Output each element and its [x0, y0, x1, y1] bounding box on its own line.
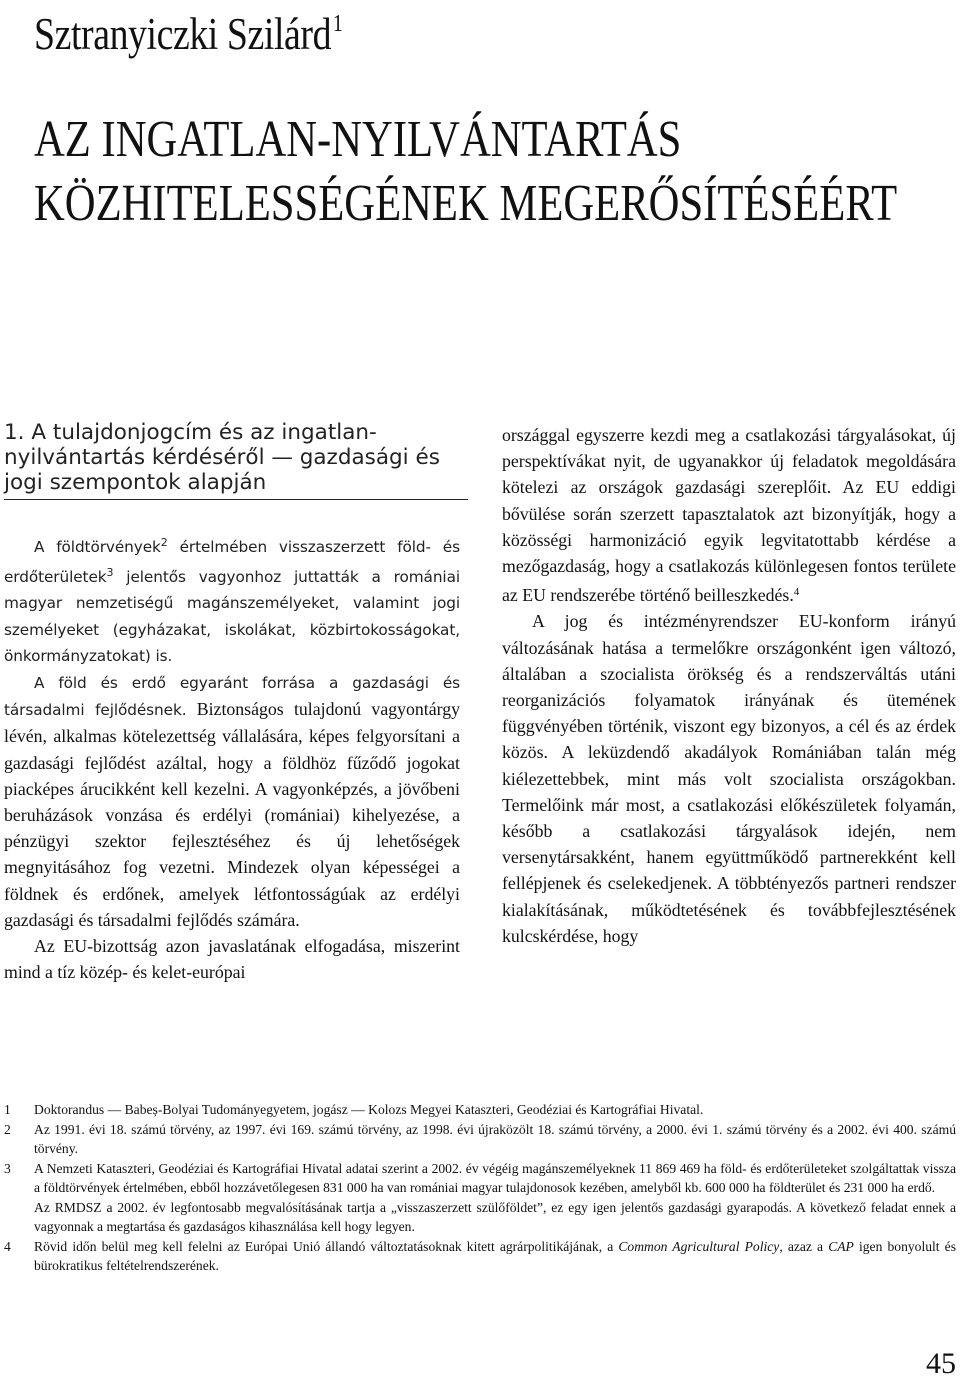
footnote: 1 Doktorandus — Babeș-Bolyai Tudományegyetem, jogász — Kolozs Megyei Kataszteri, Geodéziai és Kartográfiai Hivatal. — [4, 1102, 704, 1117]
footnote: Az RMDSZ a 2002. év legfontosabb megvalósításának tartja a „visszaszerzett szülőföldet”, ez egy igen jelentős gazdasági gyarapodás. A következő feladat ennek a vagyonnak a megtartása és gazdaságos kihasználása kell hogy legyen. — [34, 1199, 956, 1234]
footnote-ref-2: 2 — [160, 536, 168, 549]
author-text: Sztranyiczki Szilárd — [34, 9, 332, 59]
title-line-2: KÖZHITELESSÉGÉNEK MEGERŐSÍTÉSÉÉRT — [34, 175, 898, 232]
page-number: 45 — [926, 1347, 956, 1380]
author-name — [34, 2, 343, 59]
article-title — [34, 108, 897, 236]
footnote: 2 Az 1991. évi 18. számú törvény, az 1997. évi 169. számú törvény, az 1998. évi újraközölt 18. számú törvény, a 2000. évi 1. számú törvény és a 2002. évi 400. számú törvény. — [4, 1121, 956, 1156]
left-paragraph-1: A földtörvények$^2$ értelmében visszaszerzett föld- és erdőterületek$^3$ jelentős vagyonhoz juttatták a romániai magyar nemzetiségű magánszemélyeket, valamint jogi személyeket (egyházakat, iskolákat, közbirtokosságokat, önkormányzatokat) is. — [4, 536, 460, 665]
left-paragraph-3: Az EU-bizottság azon javaslatának elfogadása, miszerint mind a tíz közép- és kelet-európai — [4, 936, 460, 983]
right-column — [502, 422, 956, 949]
section-heading: 1. A tulajdonjogcím és az ingatlan-nyilvántartás kérdéséről — gazdasági és jogi szempontok alapján — [4, 420, 468, 500]
footnote: 4 Rövid időn belül meg kell felelni az Európai Unió állandó változtatásoknak kitett agrárpolitikájának, a Common Agricultural Policy, azaz a CAP igen bonyolult és bürokratikus feltételrendszerének. — [4, 1238, 957, 1273]
author-footnote-ref: 1 — [332, 11, 343, 37]
footnotes — [4, 1100, 956, 1276]
footnote-ref-3: 3 — [106, 566, 114, 580]
right-paragraph-1: országgal egyszerre kezdi meg a csatlakozási tárgyalásokat, új perspektívákat nyit, de ugyanakkor új feladatok megoldására kötelezi az országok gazdasági szereplőit. Az EU eddigi bővülése során szerzett tapasztalatok azt bizonyítják, hogy a közösségi harmonizáció egyik legvitatottabb kérdése a mezőgazdaság, hogy a csatlakozás különlegesen fontos területe az EU rendszerébe történő beilleszkedés.$^4$ — [502, 425, 956, 606]
footnote-ref-4: 4 — [793, 586, 800, 599]
left-column — [4, 530, 460, 985]
title-line-1: AZ INGATLAN-NYILVÁNTARTÁS — [34, 111, 682, 168]
footnote: 3 A Nemzeti Kataszteri, Geodéziai és Kartográfiai Hivatal adatai szerint a 2002. év végéig magánszemélyeknek 11 869 469 ha föld- és erdőterületeket szolgáltattak vissza a földtörvények értelmében, ebből hozzávetőlegesen 831 000 ha van romániai magyar tulajdonosok kezében, amelyből kb. 600 000 ha földterület és 231 000 ha erdő. — [4, 1160, 956, 1195]
left-paragraph-2: A föld és erdő egyaránt forrása a gazdasági és társadalmi fejlődésnek. Biztonságos tulajdonú vagyontárgy lévén, alkalmas kötelezettség vállalására, képes felgyorsítani a gazdasági fejlődést azáltal, hogy a földhöz fűződő jogokat piacképes árucikként kell kezelni. A vagyonképzés, a jövőbeni beruházások vonzása és erdélyi (romániai) kihelyezése, a pénzügyi szektor fejlesztéséhez és új lehetőségek megnyitásához fog vezetni. Mindezek olyan képességei a földnek és erdőnek, amelyek létfontosságúak az erdélyi gazdasági és társadalmi fejlődés számára. — [4, 674, 460, 930]
right-paragraph-2: A jog és intézményrendszer EU-konform irányú változásának hatása a termelőkre országonként igen változó, általában a szocialista örökség és a rendszerváltás utáni reorganizációs folyamatok irányának és ütemének függvényében történik, viszont egy bizonyos, a cél és az érdek közös. A leküzdendő akadályok Romániában talán még kiélezettebbek, mint más volt szocialista országokban. Termelőink már most, a csatlakozási előkészületek folyamán, később a csatlakozási tárgyalások idején, nem versenytársakként, hanem együttműködő partnerekként kell fellépjenek és cselekedjenek. A többtényezős partneri rendszer kialakításának, működtetésének és továbbfejlesztésének kulcskérdése, hogy — [502, 611, 956, 946]
